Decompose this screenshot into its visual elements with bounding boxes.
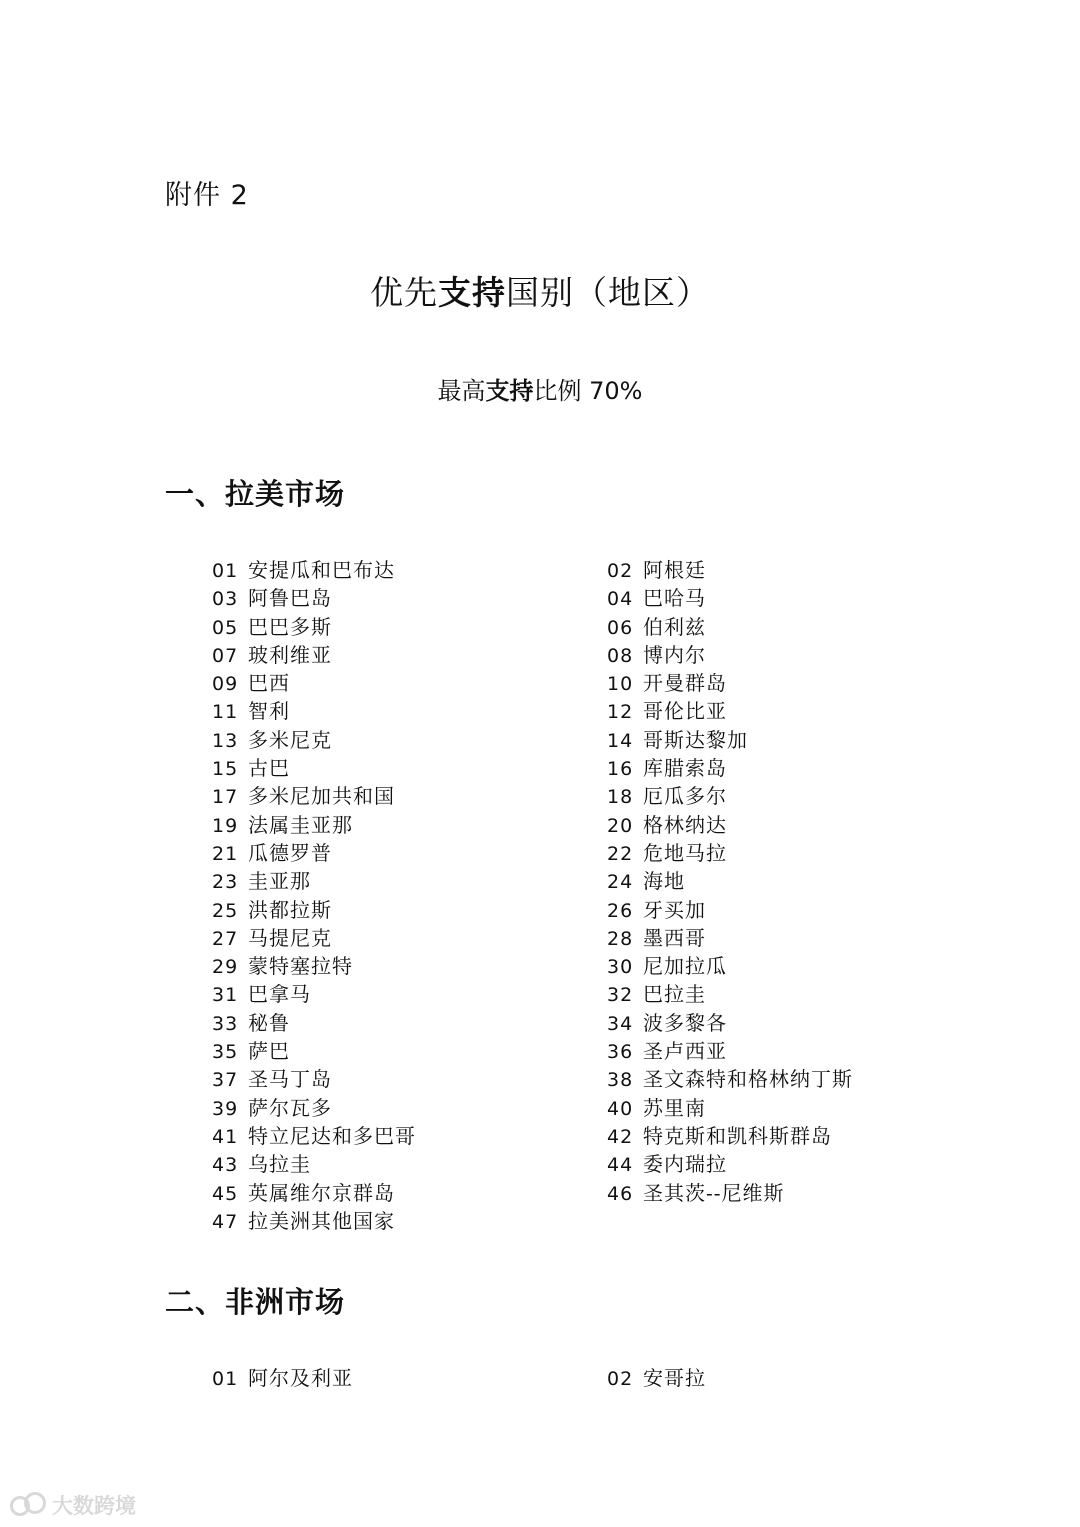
- country-name: 洪都拉斯: [248, 897, 332, 922]
- country-name: 特克斯和凯科斯群岛: [643, 1123, 832, 1148]
- item-number: 32: [607, 984, 634, 1007]
- title-prefix: 优先: [370, 273, 438, 312]
- list-item: [607, 839, 912, 867]
- list-item: [212, 1094, 607, 1122]
- item-number: 07: [212, 644, 239, 667]
- list-item: [607, 1009, 912, 1037]
- list-item: [607, 1150, 912, 1178]
- list-item: [607, 867, 912, 895]
- item-number: 21: [212, 842, 239, 865]
- watermark-text: 大数跨境: [52, 1494, 136, 1518]
- list-item: [212, 952, 607, 980]
- list-item: [212, 1037, 607, 1065]
- item-number: 02: [607, 560, 634, 582]
- list-item: [212, 980, 607, 1008]
- country-name: 特立尼达和多巴哥: [248, 1123, 416, 1148]
- list-item: [607, 924, 912, 952]
- subtitle-bold: 支持: [485, 377, 534, 405]
- country-name: 巴巴多斯: [248, 614, 332, 639]
- item-number: 13: [212, 729, 239, 752]
- list-item: [607, 1364, 912, 1392]
- item-number: 27: [212, 927, 239, 950]
- country-name: 玻利维亚: [248, 642, 332, 667]
- list-item: [212, 1179, 607, 1207]
- country-name: 智利: [248, 699, 290, 724]
- country-name: 哥伦比亚: [643, 699, 727, 724]
- list-item: [212, 669, 607, 697]
- link-circles-icon: [10, 1492, 48, 1518]
- item-number: 31: [212, 984, 239, 1007]
- list-item: [607, 584, 912, 612]
- list-item: [212, 697, 607, 725]
- list-item: [607, 952, 912, 980]
- item-number: 42: [607, 1125, 634, 1148]
- country-name: 安提瓜和巴布达: [248, 558, 395, 582]
- country-name: 安哥拉: [643, 1366, 706, 1390]
- item-number: 01: [212, 1368, 239, 1390]
- list-item: [607, 1179, 912, 1207]
- country-name: 英属维尔京群岛: [248, 1180, 395, 1205]
- country-name: 巴哈马: [643, 586, 706, 611]
- item-number: 03: [212, 588, 239, 611]
- list-item: [212, 1009, 607, 1037]
- country-name: 伯利兹: [643, 614, 706, 639]
- item-number: 37: [212, 1069, 239, 1092]
- item-number: 17: [212, 786, 239, 809]
- list-item: [607, 754, 912, 782]
- country-list-africa: [212, 1364, 912, 1392]
- country-name: 蒙特塞拉特: [248, 954, 353, 979]
- country-name: 巴拿马: [248, 982, 311, 1007]
- item-number: 12: [607, 701, 634, 724]
- title-suffix: 国别（地区）: [506, 273, 710, 312]
- item-number: 45: [212, 1182, 239, 1205]
- list-item: [212, 613, 607, 641]
- list-item: [607, 1122, 912, 1150]
- item-number: 26: [607, 899, 634, 922]
- item-number: 30: [607, 956, 634, 979]
- watermark: [10, 1490, 136, 1520]
- list-item: [212, 1150, 607, 1178]
- subtitle-prefix: 最高: [437, 377, 486, 405]
- item-number: 16: [607, 758, 634, 781]
- item-number: 06: [607, 616, 634, 639]
- item-number: 20: [607, 814, 634, 837]
- country-name: 瓜德罗普: [248, 840, 332, 865]
- country-name: 法属圭亚那: [248, 812, 353, 837]
- list-item: [212, 811, 607, 839]
- subtitle-suffix: 比例 70%: [533, 377, 643, 405]
- country-name: 阿鲁巴岛: [248, 586, 332, 611]
- country-name: 牙买加: [643, 897, 706, 922]
- section-heading-africa: 二、非洲市场: [165, 1285, 346, 1319]
- list-item: [607, 726, 912, 754]
- item-number: 23: [212, 871, 239, 894]
- country-name: 多米尼加共和国: [248, 784, 395, 809]
- item-number: 02: [607, 1368, 634, 1390]
- item-number: 43: [212, 1154, 239, 1177]
- item-number: 25: [212, 899, 239, 922]
- list-item: [212, 641, 607, 669]
- country-name: 圣文森特和格林纳丁斯: [643, 1067, 853, 1092]
- section-heading-latin-america: 一、拉美市场: [165, 477, 346, 511]
- list-item: [607, 669, 912, 697]
- country-name: 马提尼克: [248, 925, 332, 950]
- item-number: 24: [607, 871, 634, 894]
- country-name: 圣马丁岛: [248, 1067, 332, 1092]
- list-item: [607, 1094, 912, 1122]
- list-item: [607, 697, 912, 725]
- item-number: 33: [212, 1012, 239, 1035]
- item-number: 29: [212, 956, 239, 979]
- item-number: 11: [212, 701, 239, 724]
- item-number: 41: [212, 1125, 239, 1148]
- item-number: 38: [607, 1069, 634, 1092]
- country-name: 乌拉圭: [248, 1152, 311, 1177]
- attachment-label: 附件 2: [165, 180, 249, 211]
- country-name: 圣卢西亚: [643, 1039, 727, 1064]
- country-name: 阿尔及利亚: [248, 1366, 353, 1390]
- item-number: 34: [607, 1012, 634, 1035]
- country-name: 危地马拉: [643, 840, 727, 865]
- list-item: [212, 584, 607, 612]
- country-name: 古巴: [248, 756, 290, 781]
- item-number: 15: [212, 758, 239, 781]
- list-item: [212, 896, 607, 924]
- country-name: 圭亚那: [248, 869, 311, 894]
- list-item: [212, 726, 607, 754]
- country-name: 尼加拉瓜: [643, 954, 727, 979]
- country-name: 波多黎各: [643, 1010, 727, 1035]
- country-name: 圣其茨--尼维斯: [643, 1180, 785, 1205]
- item-number: 35: [212, 1041, 239, 1064]
- item-number: 04: [607, 588, 634, 611]
- country-name: 厄瓜多尔: [643, 784, 727, 809]
- item-number: 01: [212, 560, 239, 582]
- title-bold: 支持: [438, 273, 506, 312]
- item-number: 14: [607, 729, 634, 752]
- item-number: 36: [607, 1041, 634, 1064]
- list-item: [607, 782, 912, 810]
- country-name: 秘鲁: [248, 1010, 290, 1035]
- page-subtitle: [0, 375, 1080, 407]
- country-name: 墨西哥: [643, 925, 706, 950]
- item-number: 47: [212, 1210, 239, 1233]
- list-item: [212, 1122, 607, 1150]
- list-item: [607, 980, 912, 1008]
- list-item: [212, 1065, 607, 1093]
- country-list-latin-america: [212, 556, 912, 1235]
- item-number: 46: [607, 1182, 634, 1205]
- list-item: [212, 924, 607, 952]
- item-number: 10: [607, 673, 634, 696]
- item-number: 18: [607, 786, 634, 809]
- list-item: [607, 811, 912, 839]
- country-name: 格林纳达: [643, 812, 727, 837]
- country-name: 库腊索岛: [643, 756, 727, 781]
- country-name: 海地: [643, 869, 685, 894]
- item-number: 40: [607, 1097, 634, 1120]
- item-number: 28: [607, 927, 634, 950]
- country-name: 博内尔: [643, 642, 706, 667]
- list-item: [607, 613, 912, 641]
- item-number: 05: [212, 616, 239, 639]
- item-number: 22: [607, 842, 634, 865]
- item-number: 09: [212, 673, 239, 696]
- item-number: 19: [212, 814, 239, 837]
- list-item: [607, 556, 912, 584]
- page-title: [0, 271, 1080, 315]
- list-item: [212, 556, 607, 584]
- country-name: 萨尔瓦多: [248, 1095, 332, 1120]
- country-name: 开曼群岛: [643, 671, 727, 696]
- list-item: [212, 782, 607, 810]
- country-name: 委内瑞拉: [643, 1152, 727, 1177]
- list-item: [212, 754, 607, 782]
- item-number: 44: [607, 1154, 634, 1177]
- country-name: 拉美洲其他国家: [248, 1208, 395, 1233]
- list-item: [607, 1037, 912, 1065]
- country-name: 多米尼克: [248, 727, 332, 752]
- country-name: 哥斯达黎加: [643, 727, 748, 752]
- list-item: [212, 1364, 607, 1392]
- country-name: 苏里南: [643, 1095, 706, 1120]
- list-item: [607, 641, 912, 669]
- item-number: 08: [607, 644, 634, 667]
- country-name: 巴拉圭: [643, 982, 706, 1007]
- country-name: 阿根廷: [643, 558, 706, 582]
- country-name: 萨巴: [248, 1039, 290, 1064]
- item-number: 39: [212, 1097, 239, 1120]
- country-name: 巴西: [248, 671, 290, 696]
- list-item: [212, 867, 607, 895]
- list-item: [607, 1065, 912, 1093]
- list-item: [607, 896, 912, 924]
- list-item: [212, 1207, 607, 1235]
- list-item: [212, 839, 607, 867]
